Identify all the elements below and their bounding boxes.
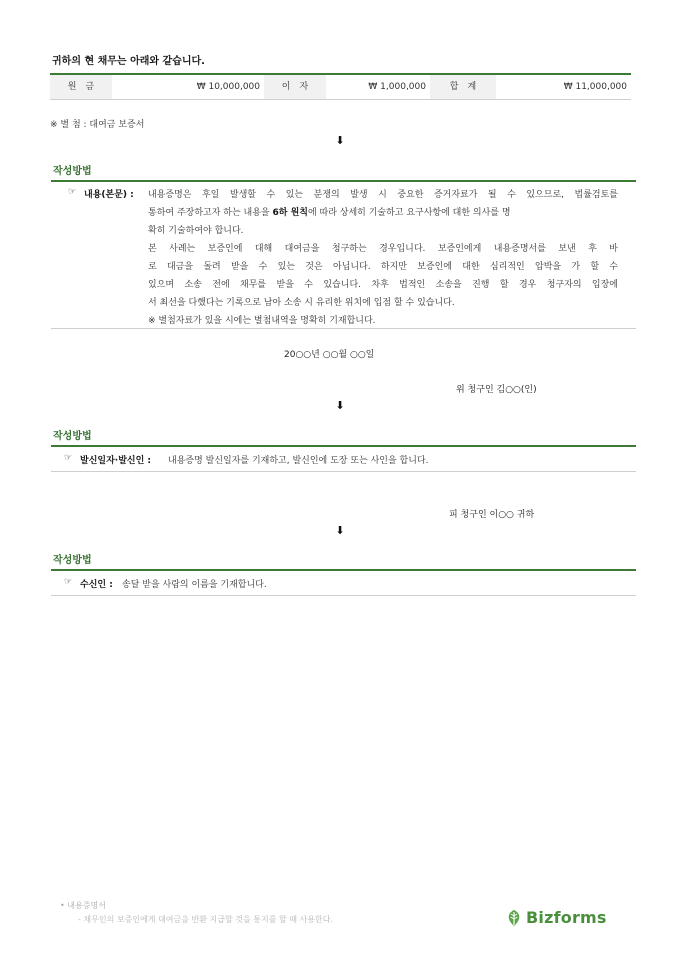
claimant-signature: 위 청구인 김○○(인)	[456, 385, 537, 395]
bizforms-logo	[505, 908, 607, 927]
method-text: 내용증명 발신일자를 기재하고, 발신인에 도장 또는 사인을 합니다.	[168, 456, 429, 466]
body-line-1: 내용증명은 후일 발생할 수 있는 분쟁의 발생 시 중요한 증거자료가 될 수 있으므로, 법률검토를	[148, 190, 618, 200]
down-arrow-icon: ⬇	[335, 524, 345, 537]
leaf-logo-icon	[505, 909, 523, 927]
six-w-principle: 6하 원칙	[272, 208, 308, 218]
body-line-8: ※ 별첨자료가 있을 시에는 별첨내역을 명확히 기재합니다.	[148, 316, 376, 326]
method-text: 송달 받을 사람의 이름을 기재합니다.	[122, 580, 267, 590]
section-title: 작성방법	[53, 555, 92, 566]
method-box-content	[51, 180, 636, 329]
body-line-6: 있으며 소송 전에 채무를 받을 수 있습니다. 차후 법적인 소송을 진행 할 경우 청구자의 입장에	[148, 280, 618, 290]
down-arrow-icon: ⬇	[335, 134, 345, 147]
logo-text: Bizforms	[526, 908, 607, 927]
method-box-content	[51, 569, 636, 596]
footer-doc-title: • 내용증명서	[60, 901, 106, 910]
body-line-2	[148, 205, 511, 218]
date-line: 20○○년 ○○월 ○○일	[284, 350, 375, 360]
principal-label: 원 금	[50, 75, 112, 99]
body-line-2-part-b: 에 따라 상세히 기술하고 요구사항에 대한 의사를 명	[307, 208, 511, 218]
intro-text: 귀하의 현 채무는 아래와 같습니다.	[52, 56, 205, 67]
pointing-hand-icon: ☞	[64, 577, 73, 587]
term-label: 내용(본문) :	[84, 190, 134, 200]
section-title: 작성방법	[53, 431, 92, 442]
body-line-4: 본 사례는 보증인에 대해 대여금을 청구하는 경우입니다. 보증인에게 내용증명서를 보낸 후 바	[148, 244, 618, 254]
section-title: 작성방법	[53, 166, 92, 177]
total-value: ₩ 11,000,000	[563, 82, 627, 92]
body-line-7: 서 최선을 다했다는 기록으로 남아 소송 시 유리한 위치에 입점 할 수 있습니다.	[148, 298, 455, 308]
principal-value: ₩ 10,000,000	[196, 82, 260, 92]
interest-label: 이 자	[264, 75, 326, 99]
debt-table	[50, 73, 631, 100]
interest-value: ₩ 1,000,000	[368, 82, 426, 92]
footer-description: - 채무인의 보증인에게 대여금을 반환 지급할 것을 통지를 할 때 사용한다.	[78, 915, 333, 924]
body-line-2-part-a: 통하여 주장하고자 하는 내용을	[148, 208, 270, 218]
attachment-note: ※ 별 첨 : 대여금 보증서	[50, 120, 145, 130]
total-label: 합 계	[430, 75, 496, 99]
term-label: 발신일자·발신인 :	[80, 456, 152, 466]
term-label: 수신인 :	[80, 580, 113, 590]
pointing-hand-icon: ☞	[68, 187, 77, 197]
body-line-5: 로 대금을 돌려 받을 수 있는 것은 아닙니다. 하지만 보증인에 대한 심리적인 압박을 가 할 수	[148, 262, 618, 272]
down-arrow-icon: ⬇	[335, 399, 345, 412]
body-line-3: 확히 기술하여야 합니다.	[148, 226, 244, 236]
recipient-line: 피 청구인 이○○ 귀하	[449, 510, 535, 520]
method-box-content	[51, 445, 636, 472]
pointing-hand-icon: ☞	[64, 453, 73, 463]
